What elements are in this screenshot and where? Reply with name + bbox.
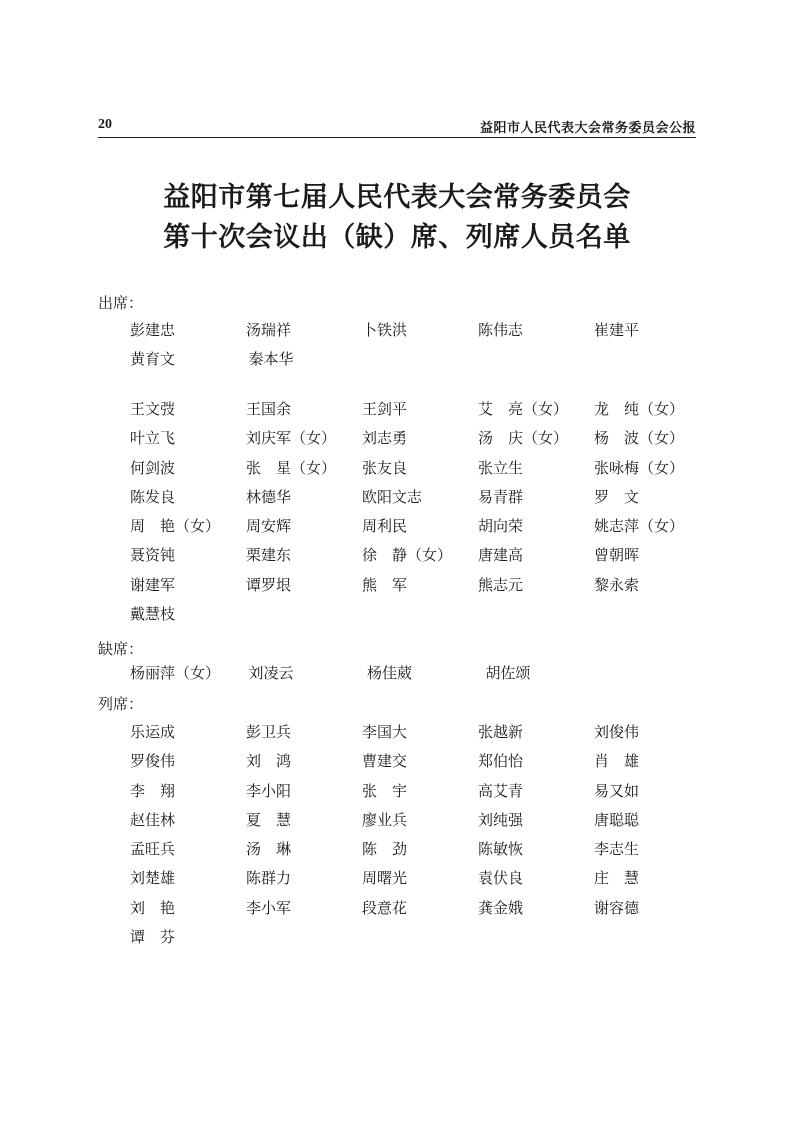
- member-name: 谭 芬: [130, 928, 176, 947]
- member-name: 徐 静（女）: [362, 546, 453, 565]
- name-row: [130, 806, 710, 835]
- member-name: 刘 鸿: [246, 752, 292, 771]
- document-title: [98, 178, 696, 258]
- member-name: 谢建军: [130, 575, 176, 594]
- member-name: 刘庆军（女）: [246, 429, 337, 448]
- member-name: 廖业兵: [362, 810, 408, 829]
- member-name: 叶立飞: [130, 429, 176, 448]
- member-name: 赵佳林: [130, 810, 176, 829]
- attended-names-group-1: [130, 316, 710, 375]
- journal-title: 益阳市人民代表大会常务委员会公报: [479, 121, 696, 136]
- member-name: 张 宇: [362, 781, 408, 800]
- member-name: 汤 琳: [246, 840, 292, 859]
- member-name: 陈敏恢: [478, 840, 524, 859]
- member-name: 易又如: [594, 781, 640, 800]
- member-name: 陈群力: [246, 869, 292, 888]
- name-row: [130, 718, 710, 747]
- title-line-2: 第十次会议出（缺）席、列席人员名单: [163, 222, 631, 253]
- member-name: 秦本华: [248, 350, 294, 369]
- member-name: 刘志勇: [362, 429, 408, 448]
- member-name: 熊 军: [362, 575, 408, 594]
- member-name: 李小军: [246, 898, 292, 917]
- member-name: 杨 波（女）: [594, 429, 685, 448]
- member-name: 刘俊伟: [594, 723, 640, 741]
- member-name: 胡向荣: [478, 517, 524, 536]
- member-name: 王国余: [246, 400, 292, 418]
- member-name: 黄育文: [130, 350, 176, 369]
- member-name: 陈发良: [130, 487, 176, 506]
- observer-names: [130, 718, 710, 952]
- member-name: 孟旺兵: [130, 840, 176, 859]
- member-name: 周 艳（女）: [130, 517, 221, 536]
- member-name: 戴慧枝: [130, 605, 176, 624]
- member-name: 张友良: [362, 458, 408, 477]
- name-row: [130, 777, 710, 806]
- name-row: [130, 454, 710, 483]
- member-name: 夏 慧: [246, 810, 292, 829]
- member-name: 刘楚雄: [130, 869, 176, 888]
- member-name: 庄 慧: [594, 869, 640, 888]
- member-name: 曾朝晖: [594, 546, 640, 565]
- absent-names: [130, 659, 710, 688]
- member-name: 罗俊伟: [130, 752, 176, 771]
- member-name: 陈 劲: [362, 840, 408, 859]
- member-name: 高艾青: [478, 781, 524, 800]
- name-row: [130, 345, 710, 374]
- member-name: 李 翔: [130, 781, 176, 800]
- title-line-1: 益阳市第七届人民代表大会常务委员会: [163, 182, 631, 213]
- member-name: 谢容德: [594, 898, 640, 917]
- member-name: 崔建平: [594, 321, 640, 339]
- member-name: 乐运成: [130, 723, 176, 741]
- member-name: 周安辉: [246, 517, 292, 536]
- member-name: 龚金娥: [478, 898, 524, 917]
- member-name: 王文弢: [130, 400, 176, 418]
- member-name: 罗 文: [594, 487, 640, 506]
- member-name: 张立生: [478, 458, 524, 477]
- name-row: [130, 835, 710, 864]
- member-name: 刘凌云: [248, 664, 294, 682]
- name-row: [130, 747, 710, 776]
- member-name: 胡佐颂: [485, 664, 531, 682]
- member-name: 张咏梅（女）: [594, 458, 685, 477]
- member-name: 杨佳葳: [367, 664, 413, 682]
- member-name: 彭建忠: [130, 321, 176, 339]
- member-name: 唐聪聪: [594, 810, 640, 829]
- member-name: 熊志元: [478, 575, 524, 594]
- name-row: [130, 923, 710, 952]
- name-row: [130, 659, 710, 688]
- member-name: 陈伟志: [478, 321, 524, 339]
- member-name: 艾 亮（女）: [478, 400, 569, 418]
- member-name: 李国大: [362, 723, 408, 741]
- member-name: 李小阳: [246, 781, 292, 800]
- member-name: 聂资钝: [130, 546, 176, 565]
- member-name: 卜铁洪: [362, 321, 408, 339]
- member-name: 龙 纯（女）: [594, 400, 685, 418]
- name-row: [130, 864, 710, 893]
- member-name: 张 星（女）: [246, 458, 337, 477]
- member-name: 易青群: [478, 487, 524, 506]
- member-name: 唐建高: [478, 546, 524, 565]
- member-name: 李志生: [594, 840, 640, 859]
- member-name: 曹建交: [362, 752, 408, 771]
- member-name: 段意花: [362, 898, 408, 917]
- member-name: 肖 雄: [594, 752, 640, 771]
- member-name: 汤瑞祥: [246, 321, 292, 339]
- member-name: 栗建东: [246, 546, 292, 565]
- name-row: [130, 395, 710, 424]
- member-name: 张越新: [478, 723, 524, 741]
- name-row: [130, 541, 710, 570]
- name-row: [130, 512, 710, 541]
- member-name: 周利民: [362, 517, 408, 536]
- attended-names-group-2: [130, 395, 710, 629]
- member-name: 林德华: [246, 487, 292, 506]
- section-label-attended: 出席：: [98, 294, 144, 312]
- member-name: 何剑波: [130, 458, 176, 477]
- member-name: 彭卫兵: [246, 723, 292, 741]
- name-row: [130, 424, 710, 453]
- member-name: 谭罗垠: [246, 575, 292, 594]
- member-name: 汤 庆（女）: [478, 429, 569, 448]
- name-row: [130, 483, 710, 512]
- name-row: [130, 600, 710, 629]
- name-row: [130, 571, 710, 600]
- page-number: 20: [98, 117, 112, 132]
- member-name: 王剑平: [362, 400, 408, 418]
- member-name: 刘 艳: [130, 898, 176, 917]
- member-name: 刘纯强: [478, 810, 524, 829]
- running-header: [98, 115, 696, 138]
- member-name: 郑伯怡: [478, 752, 524, 771]
- member-name: 袁伏良: [478, 869, 524, 888]
- member-name: 姚志萍（女）: [594, 517, 685, 536]
- member-name: 杨丽萍（女）: [130, 664, 221, 682]
- section-label-observers: 列席：: [98, 695, 144, 713]
- member-name: 周曙光: [362, 869, 408, 888]
- member-name: 黎永索: [594, 575, 640, 594]
- member-name: 欧阳文志: [362, 487, 423, 506]
- section-label-absent: 缺席：: [98, 640, 144, 658]
- name-row: [130, 894, 710, 923]
- name-row: [130, 316, 710, 345]
